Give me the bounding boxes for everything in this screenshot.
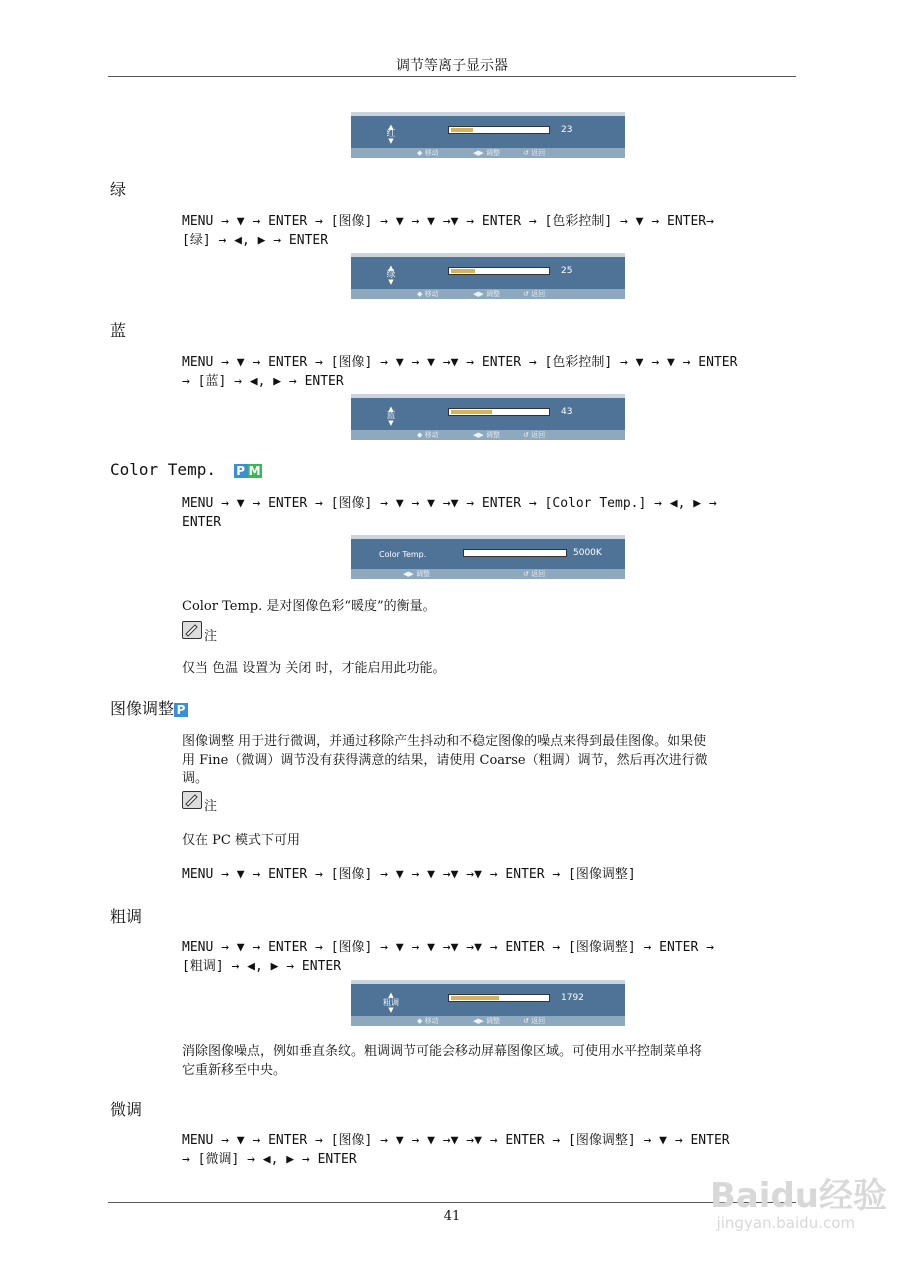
osd-return-hint: ↺ 返回 bbox=[523, 1017, 546, 1025]
updown-icon: ▲ 红 ▼ bbox=[386, 123, 396, 145]
osd-coarse-value: 1792 bbox=[561, 993, 584, 1003]
green-heading: 绿 bbox=[110, 180, 127, 199]
osd-move-hint: ◆ 移动 bbox=[417, 1017, 439, 1025]
osd-return-hint: ↺ 返回 bbox=[523, 149, 546, 157]
coarse-menu-path: MENU → ▼ → ENTER → [图像] → ▼ → ▼ →▼ →▼ → ENTER → [图像调整] → ENTER → [粗调] → ◀, ▶ → ENTER bbox=[182, 940, 714, 974]
updown-icon: ▲ 绿 ▼ bbox=[386, 264, 396, 286]
osd-blue-value: 43 bbox=[561, 407, 573, 417]
osd-adjust-hint: ◀▶ 调整 bbox=[473, 290, 500, 298]
osd-green-footer bbox=[351, 289, 625, 299]
osd-red-slider bbox=[448, 126, 550, 134]
osd-blue-panel bbox=[351, 394, 625, 440]
osd-adjust-hint: ◀▶ 调整 bbox=[403, 570, 430, 578]
colortemp-note bbox=[182, 621, 242, 643]
colortemp-heading: Color Temp. P M bbox=[110, 460, 261, 479]
osd-adjust-hint: ◀▶ 调整 bbox=[473, 431, 500, 439]
mobile-mode-badge: M bbox=[248, 463, 261, 478]
osd-blue-slider bbox=[448, 408, 550, 416]
coarse-heading: 粗调 bbox=[110, 907, 143, 926]
updown-icon: ▲ 蓝 ▼ bbox=[386, 405, 396, 427]
pc-mode-badge: P bbox=[174, 703, 188, 717]
osd-adjust-hint: ◀▶ 调整 bbox=[473, 1017, 500, 1025]
page-number: 41 bbox=[443, 1209, 461, 1224]
osd-return-hint: ↺ 返回 bbox=[523, 570, 546, 578]
osd-coarse-panel bbox=[351, 980, 625, 1026]
image-adjust-description: 图像调整 用于进行微调，并通过移除产生抖动和不稳定图像的噪点来得到最佳图像。如果使 用 Fine（微调）调节没有获得满意的结果，请使用 Coarse（粗调）调节，然后再次进行微 调。 bbox=[182, 734, 708, 786]
header-divider bbox=[108, 76, 796, 77]
osd-red-footer bbox=[351, 148, 625, 158]
osd-move-hint: ◆ 移动 bbox=[417, 431, 439, 439]
osd-colortemp-panel bbox=[351, 535, 625, 579]
osd-coarse-fill bbox=[451, 996, 499, 1000]
watermark-url: jingyan.baidu.com bbox=[716, 1214, 855, 1232]
osd-coarse-footer bbox=[351, 1016, 625, 1026]
fine-menu-path: MENU → ▼ → ENTER → [图像] → ▼ → ▼ →▼ →▼ → ENTER → [图像调整] → ▼ → ENTER → [微调] → ◀, ▶ → ENTER bbox=[182, 1133, 730, 1167]
image-adjust-note bbox=[182, 791, 242, 813]
osd-green-value: 25 bbox=[561, 266, 573, 276]
green-menu-path: MENU → ▼ → ENTER → [图像] → ▼ → ▼ →▼ → ENTER → [色彩控制] → ▼ → ENTER→ [绿] → ◀, ▶ → ENTER bbox=[182, 214, 714, 248]
osd-coarse-slider bbox=[448, 994, 550, 1002]
colortemp-note-text: 仅当 色温 设置为 关闭 时，才能启用此功能。 bbox=[182, 661, 446, 676]
osd-move-hint: ◆ 移动 bbox=[417, 290, 439, 298]
note-label: 注 bbox=[204, 629, 218, 644]
osd-green-panel bbox=[351, 253, 625, 299]
osd-blue-fill bbox=[451, 410, 492, 414]
image-adjust-menu-path: MENU → ▼ → ENTER → [图像] → ▼ → ▼ →▼ →▼ → ENTER → [图像调整] bbox=[182, 867, 636, 882]
osd-colortemp-footer bbox=[351, 569, 625, 579]
blue-menu-path: MENU → ▼ → ENTER → [图像] → ▼ → ▼ →▼ → ENTER → [色彩控制] → ▼ → ▼ → ENTER → [蓝] → ◀, ▶ → ENTER bbox=[182, 355, 738, 389]
osd-colortemp-label: Color Temp. bbox=[379, 550, 427, 559]
note-pencil-icon bbox=[182, 791, 202, 809]
image-adjust-note-text: 仅在 PC 模式下可用 bbox=[182, 833, 300, 848]
colortemp-menu-path: MENU → ▼ → ENTER → [图像] → ▼ → ▼ →▼ → ENTER → [Color Temp.] → ◀, ▶ → ENTER bbox=[182, 496, 717, 530]
updown-icon: ▲ 粗调 ▼ bbox=[383, 991, 399, 1014]
blue-heading: 蓝 bbox=[110, 321, 127, 340]
note-pencil-icon bbox=[182, 621, 202, 639]
coarse-description: 消除图像噪点，例如垂直条纹。粗调调节可能会移动屏幕图像区域。可使用水平控制菜单将 它重新移至中央。 bbox=[182, 1044, 703, 1078]
osd-red-panel bbox=[351, 112, 625, 158]
osd-green-fill bbox=[451, 269, 475, 273]
image-adjust-heading: 图像调整 P bbox=[110, 696, 188, 719]
note-label: 注 bbox=[204, 799, 218, 814]
osd-colortemp-slider bbox=[463, 549, 567, 557]
fine-heading: 微调 bbox=[110, 1100, 143, 1119]
osd-blue-footer bbox=[351, 430, 625, 440]
colortemp-description: Color Temp. 是对图像色彩“暖度”的衡量。 bbox=[182, 599, 436, 614]
page-header-title: 调节等离子显示器 bbox=[396, 58, 508, 74]
osd-return-hint: ↺ 返回 bbox=[523, 290, 546, 298]
osd-red-fill bbox=[451, 128, 473, 132]
osd-colortemp-value: 5000K bbox=[573, 548, 602, 558]
osd-return-hint: ↺ 返回 bbox=[523, 431, 546, 439]
osd-red-value: 23 bbox=[561, 125, 573, 135]
osd-move-hint: ◆ 移动 bbox=[417, 149, 439, 157]
osd-adjust-hint: ◀▶ 调整 bbox=[473, 149, 500, 157]
footer-divider bbox=[108, 1202, 796, 1203]
osd-green-slider bbox=[448, 267, 550, 275]
pc-mode-badge: P bbox=[234, 464, 248, 478]
watermark-logo: Baidu经验 bbox=[709, 1176, 887, 1216]
